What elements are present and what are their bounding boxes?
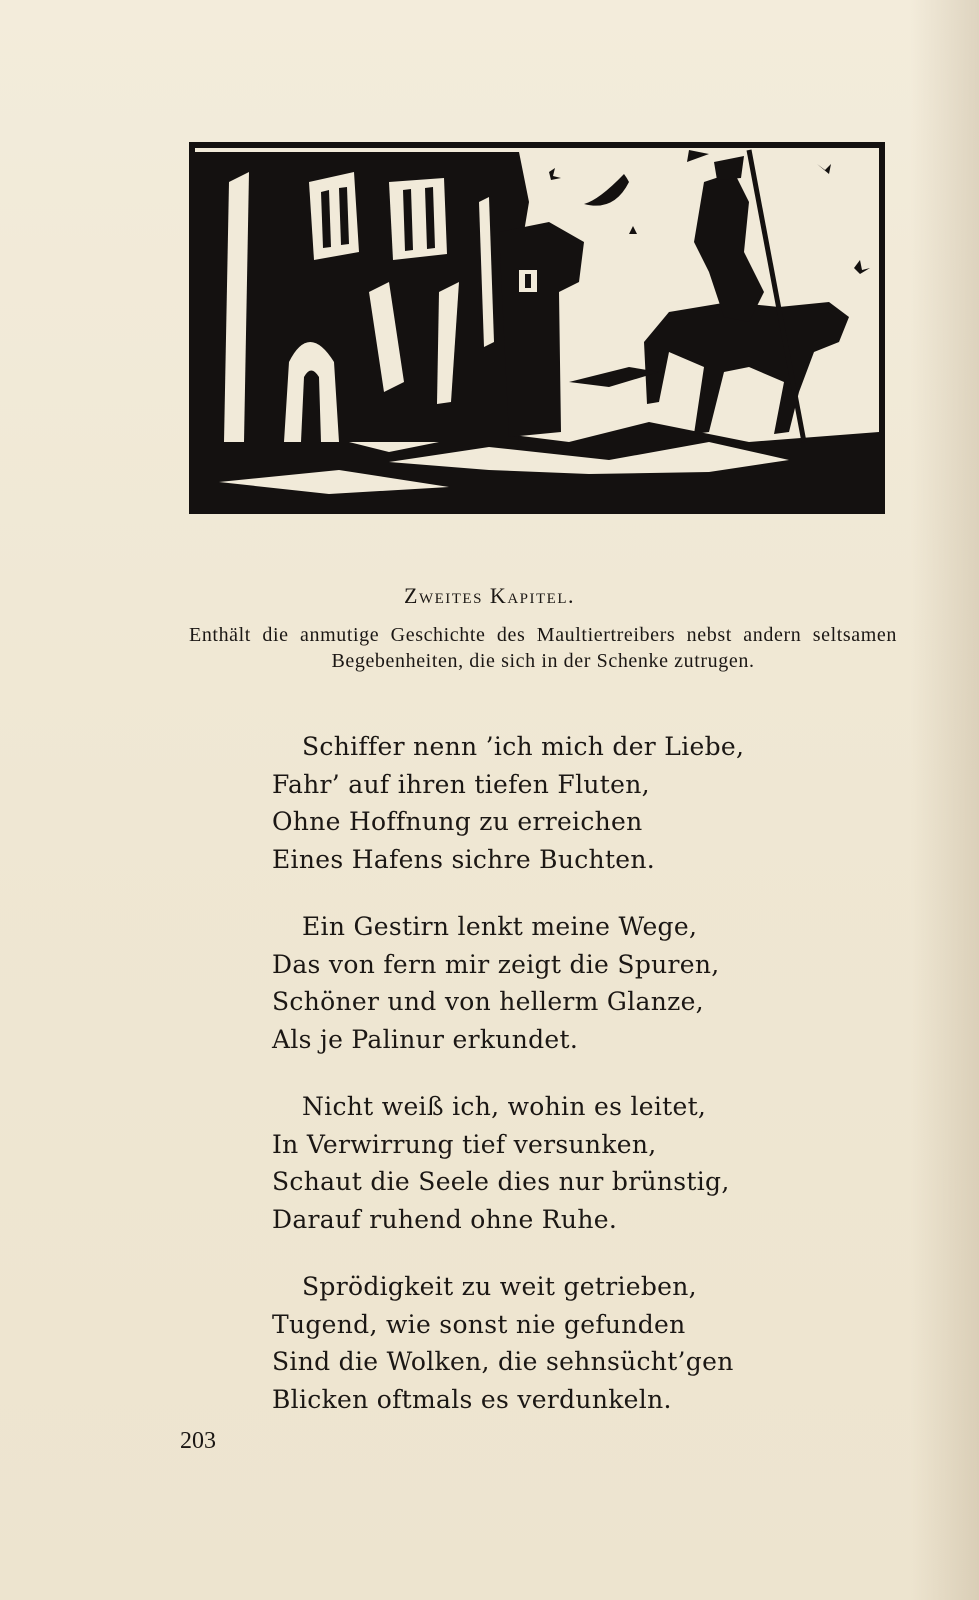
poem-line: Tugend, wie sonst nie gefunden xyxy=(272,1309,686,1339)
poem-line: Ein Gestirn lenkt meine Wege, xyxy=(302,912,698,941)
poem-stanza xyxy=(272,908,744,1058)
poem-line: Ohne Hoffnung zu erreichen xyxy=(272,807,643,836)
poem-line: Nicht weiß ich, wohin es leitet, xyxy=(302,1092,707,1121)
chapter-title: Zweites Kapitel. xyxy=(404,583,575,608)
poem-line: Fahr’ auf ihren tiefen Fluten, xyxy=(272,769,650,799)
poem-line: Darauf ruhend ohne Ruhe. xyxy=(272,1204,618,1234)
woodcut-illustration xyxy=(189,142,885,514)
poem-line: Das von fern mir zeigt die Spuren, xyxy=(272,949,720,979)
poem-line: Eines Hafens sichre Buchten. xyxy=(272,844,656,874)
poem-line: Sind die Wolken, die sehnsücht’gen xyxy=(272,1347,734,1376)
poem-stanza xyxy=(272,1088,744,1238)
page-number: 203 xyxy=(180,1428,216,1454)
poem-stanza xyxy=(272,728,744,878)
poem-line: Blicken oftmals es verdunkeln. xyxy=(272,1384,672,1414)
poem-line: Als je Palinur erkundet. xyxy=(272,1024,579,1054)
poem-line: Schaut die Seele dies nur brünstig, xyxy=(272,1167,730,1196)
chapter-summary: Enthält die anmutige Geschichte des Maultiertreibers nebst andern seltsamen Begebenheiten, die sich in der Schenke zutrugen. xyxy=(189,624,897,672)
poem-line: Sprödigkeit zu weit getrieben, xyxy=(302,1272,697,1301)
poem-line: Schiffer nenn ’ich mich der Liebe, xyxy=(302,732,745,761)
poem-line: Schöner und von hellerm Glanze, xyxy=(272,987,704,1016)
poem-stanza xyxy=(272,1268,744,1418)
poem-line: In Verwirrung tief versunken, xyxy=(272,1129,657,1159)
poem xyxy=(272,728,744,1448)
